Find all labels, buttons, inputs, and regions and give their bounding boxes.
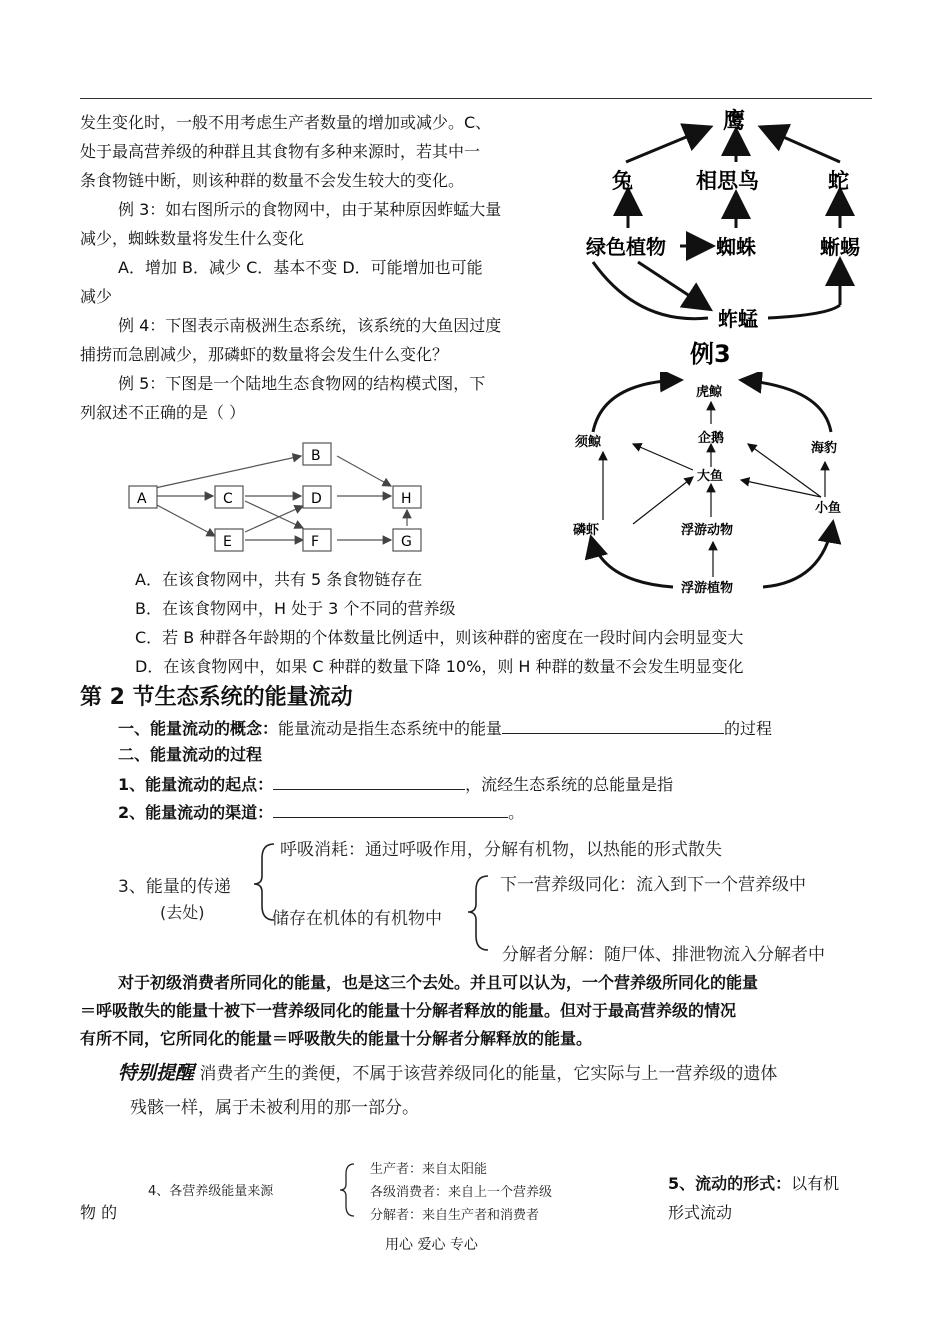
- channel-label: 2、能量流动的渠道：: [118, 803, 274, 822]
- fig4-baleen: 须鲸: [575, 435, 602, 450]
- paragraph-line-3: 有所不同，它所同化的能量＝呼吸散失的能量十分解者分解释放的能量。: [80, 1029, 593, 1048]
- ex5-option-a: A．在该食物网中，共有 5 条食物链存在: [135, 570, 423, 589]
- object-text: 物 的: [80, 1203, 118, 1222]
- fig5-node-h: H: [401, 491, 412, 507]
- ex3-options-cont: 减少: [80, 287, 113, 306]
- flow-form-text-2: 形式流动: [668, 1203, 733, 1222]
- fig5-node-d: D: [311, 491, 322, 507]
- paragraph-line-1: 对于初级消费者所同化的能量，也是这三个去处。并且可以认为，一个营养级所同化的能量: [118, 973, 759, 992]
- fig4-penguin: 企鹅: [698, 431, 725, 446]
- fig3-lizard: 蜥蜴: [820, 235, 860, 259]
- channel-blank[interactable]: [273, 801, 508, 818]
- paragraph-line-2: ＝呼吸散失的能量十被下一营养级同化的能量十分解者释放的能量。但对于最高营养级的情况: [80, 1001, 737, 1020]
- flow-form-label: 5、流动的形式：: [668, 1174, 792, 1193]
- ex5-option-c: C．若 B 种群各年龄期的个体数量比例适中，则该种群的密度在一段时间内会明显变大: [135, 628, 744, 647]
- process-label: 二、能量流动的过程: [118, 745, 263, 764]
- food-web-ex3: [578, 100, 878, 370]
- ex5-option-d: D．在该食物网中，如果 C 种群的数量下降 10%，则 H 种群的数量不会发生明显变化: [135, 657, 744, 676]
- channel-tail: 。: [508, 803, 525, 822]
- channel-row: [118, 801, 524, 823]
- concept-tail: 的过程: [724, 719, 773, 738]
- ex4-line-2: 捕捞而急剧减少，那磷虾的数量将会发生什么变化？: [80, 345, 449, 364]
- concept-row: [118, 717, 772, 739]
- section-title: 第 2 节生态系统的能量流动: [80, 685, 353, 710]
- flow-form-row: [668, 1174, 839, 1194]
- intro-line-3: 条食物链中断，则该种群的数量不会发生较大的变化。: [80, 171, 465, 190]
- transfer-label: 3、能量的传递: [118, 877, 231, 897]
- fig5-node-f: F: [311, 534, 320, 550]
- reminder-row: [118, 1058, 777, 1085]
- reminder-line-2: 残骸一样，属于未被利用的那一部分。: [130, 1098, 419, 1118]
- food-web-ex4: [563, 372, 873, 602]
- fig3-caption: 例3: [690, 340, 731, 368]
- intro-line-2: 处于最高营养级的种群且其食物有多种来源时，若其中一: [80, 142, 481, 161]
- ex5-line-1: 例 5：下图是一个陆地生态食物网的结构模式图，下: [118, 374, 486, 393]
- reminder-line-1: 消费者产生的粪便，不属于该营养级同化的能量，它实际与上一营养级的遗体: [199, 1064, 778, 1084]
- intro-line-1: 发生变化时，一般不用考虑生产者数量的增加或减少。C、: [80, 113, 492, 132]
- reminder-label: 特别提醒: [118, 1062, 195, 1084]
- fig4-krill: 磷虾: [573, 523, 600, 538]
- fig5-node-e: E: [223, 534, 232, 550]
- fig3-hawk: 鹰: [723, 109, 746, 134]
- fig3-rabbit: 兔: [612, 169, 633, 193]
- transfer-stored: 储存在机体的有机物中: [272, 909, 442, 929]
- concept-text: 能量流动是指生态系统中的能量: [278, 719, 503, 738]
- sources-producer: 生产者：来自太阳能: [370, 1162, 488, 1177]
- sources-consumer: 各级消费者：来自上一个营养级: [370, 1185, 553, 1200]
- fig3-snake: 蛇: [828, 169, 849, 193]
- fig4-seal: 海豹: [811, 441, 838, 456]
- page-footer: 用心 爱心 专心: [385, 1237, 478, 1253]
- ex3-line-1: 例 3：如右图所示的食物网中，由于某种原因蚱蜢大量: [118, 200, 502, 219]
- ex5-line-2: 列叙述不正确的是（ ）: [80, 403, 246, 422]
- flow-form-text: 以有机: [791, 1174, 840, 1193]
- fig4-zoo: 浮游动物: [681, 523, 734, 538]
- start-label: 1、能量流动的起点：: [118, 775, 274, 794]
- sources-label: 4、各营养级能量来源: [148, 1184, 274, 1199]
- fig4-bigfish: 大鱼: [697, 469, 724, 484]
- start-row: [118, 773, 673, 795]
- sources-brace: [338, 1160, 358, 1220]
- sources-decomposer: 分解者：来自生产者和消费者: [370, 1208, 540, 1223]
- transfer-respiration: 呼吸消耗：通过呼吸作用，分解有机物，以热能的形式散失: [280, 840, 722, 860]
- ex3-options: A．增加 B．减少 C．基本不变 D．可能增加也可能: [118, 258, 483, 277]
- ex4-line-1: 例 4：下图表示南极洲生态系统，该系统的大鱼因过度: [118, 316, 502, 335]
- fig3-spider: 蜘蛛: [716, 235, 756, 259]
- ex5-option-b: B．在该食物网中，H 处于 3 个不同的营养级: [135, 599, 456, 618]
- start-blank[interactable]: [273, 773, 465, 790]
- fig3-grasshopper: 蚱蜢: [718, 307, 758, 331]
- food-web-ex5: [125, 436, 430, 556]
- transfer-decomposer: 分解者分解：随尸体、排泄物流入分解者中: [502, 945, 825, 965]
- fig5-node-b: B: [311, 448, 321, 464]
- fig5-node-c: C: [223, 491, 233, 507]
- fig5-node-g: G: [401, 534, 412, 550]
- concept-label: 一、能量流动的概念：: [118, 719, 279, 738]
- fig4-orca: 虎鲸: [696, 385, 723, 400]
- fig4-smallfish: 小鱼: [815, 501, 842, 516]
- concept-blank[interactable]: [502, 717, 724, 734]
- transfer-next: 下一营养级同化：流入到下一个营养级中: [500, 875, 806, 895]
- start-tail: ，流经生态系统的总能量是指: [465, 775, 674, 794]
- ex3-line-2: 减少，蜘蛛数量将发生什么变化: [80, 229, 305, 248]
- fig5-node-a: A: [137, 491, 147, 507]
- fig3-bird: 相思鸟: [696, 169, 759, 193]
- header-rule: [80, 98, 872, 99]
- fig4-phyto: 浮游植物: [681, 581, 734, 596]
- fig3-plant: 绿色植物: [586, 235, 666, 259]
- transfer-sub: (去处): [160, 903, 205, 922]
